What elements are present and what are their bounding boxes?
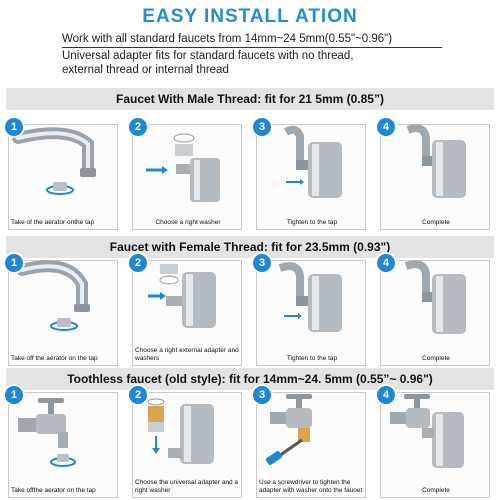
intro-line-1: Work with all standard faucets from 14mm~24 5mm(0.55"~0.96") [62,33,393,45]
screwdriver-tightening-illustration [256,392,364,474]
step-caption: Choose the universal adapter and a right washer [135,479,238,494]
step-1 [8,386,120,498]
faucet-aerator-removal-illustration [8,260,116,342]
step-number-badge: 1 [5,386,23,404]
step-caption: Take offthe aerator on the tap [11,487,96,494]
section-toothless-faucet-steps [8,386,494,498]
washer-adapter-illustration [132,124,240,206]
filter-tightening-illustration [256,124,364,206]
old-style-tap-illustration [8,392,116,474]
installed-filter-illustration [380,260,488,342]
step-3 [256,118,368,230]
installed-filter-illustration [380,124,488,206]
step-4 [380,386,492,498]
section-female-thread-title: Faucet with Female Thread: fit for 23.5mm (0.93") [6,236,494,258]
step-4 [380,118,492,230]
step-caption: Choose a right washer [155,219,221,226]
section-male-thread-steps [8,118,494,230]
step-caption: Use a screwdriver to tighten the adapter with washer onto the fauoet [259,479,363,494]
step-number-badge: 4 [377,118,395,136]
step-number-badge: 1 [5,254,23,272]
page-title: EASY INSTALL ATION [142,6,358,27]
step-number-badge: 2 [129,254,147,272]
section-toothless-faucet-title: Toothless faucet (old style): fit for 14mm~24. 5mm (0.55”~ 0.96") [6,368,494,390]
step-number-badge: 3 [253,118,271,136]
step-caption: Choose a right external adapter and washers [135,347,239,362]
step-number-badge: 2 [129,386,147,404]
step-caption: Take of the aerator onthe tap [11,219,95,226]
section-female-thread-steps [8,254,494,366]
step-number-badge: 2 [129,118,147,136]
step-1 [8,118,120,230]
step-number-badge: 4 [377,254,395,272]
step-2 [132,386,244,498]
step-caption: Tighten to the tap [286,355,338,362]
intro-text [62,32,482,77]
step-number-badge: 4 [377,386,395,404]
step-1 [8,254,120,366]
external-adapter-illustration [132,260,240,342]
step-3 [256,386,368,498]
faucet-aerator-removal-illustration [8,124,116,206]
step-3 [256,254,368,366]
installed-filter-illustration [380,392,488,474]
step-caption: Complete [422,487,450,494]
step-2 [132,118,244,230]
step-caption: Complete [422,219,450,226]
step-caption: Complete [422,355,450,362]
section-male-thread-title: Faucet With Male Thread: fit for 21 5mm (0.85”) [6,88,494,110]
universal-adapter-illustration [132,392,240,474]
intro-divider [62,47,442,48]
step-number-badge: 3 [253,254,271,272]
step-2 [132,254,244,366]
step-number-badge: 1 [5,118,23,136]
step-4 [380,254,492,366]
step-number-badge: 3 [253,386,271,404]
step-caption: Tighten to the tap [286,219,338,226]
intro-line-3: external thread or internal thread [62,64,229,76]
filter-tightening-illustration [256,260,364,342]
step-caption: Take off the aerator on the tap [11,355,98,362]
intro-line-2: Universal adapter fits for standard faucets with no thread, [62,50,354,62]
